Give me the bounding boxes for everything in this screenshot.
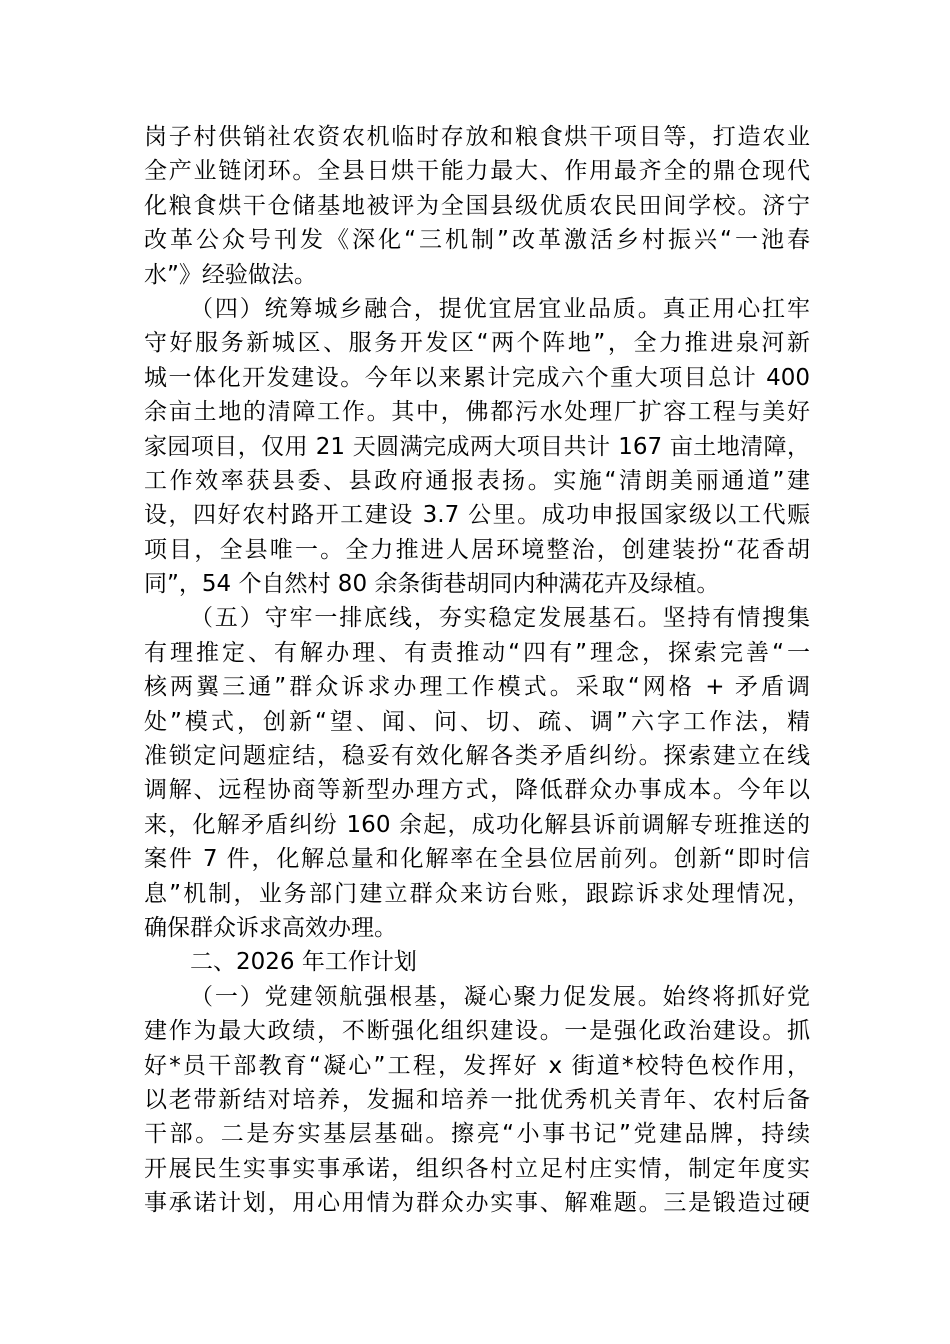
text-line: 事承诺计划，用心用情为群众办实事、解难题。三是锻造过硬 xyxy=(144,1190,810,1217)
text-line: 调解、远程协商等新型办理方式，降低群众办事成本。今年以 xyxy=(144,777,810,804)
text-line: 干部。二是夯实基层基础。擦亮“小事书记”党建品牌，持续 xyxy=(144,1121,810,1148)
text-line: 城一体化开发建设。今年以来累计完成六个重大项目总计 400 xyxy=(144,364,810,391)
text-line: 以老带新结对培养，发掘和培养一批优秀机关青年、农村后备 xyxy=(144,1086,810,1113)
text-line: 开展民生实事实事承诺，组织各村立足村庄实情，制定年度实 xyxy=(144,1155,810,1182)
text-line: 余亩土地的清障工作。其中，佛都污水处理厂扩容工程与美好 xyxy=(144,399,810,426)
text-line: 息”机制，业务部门建立群众来访台账，跟踪诉求处理情况， xyxy=(144,880,810,907)
text-line: 处”模式，创新“望、闻、问、切、疏、调”六字工作法，精 xyxy=(144,708,810,735)
text-line: （一）党建领航强根基，凝心聚力促发展。始终将抓好党 xyxy=(190,983,810,1010)
text-line: 准锁定问题症结，稳妥有效化解各类矛盾纠纷。探索建立在线 xyxy=(144,743,810,770)
text-line: 化粮食烘干仓储基地被评为全国县级优质农民田间学校。济宁 xyxy=(144,192,810,219)
text-line: 有理推定、有解办理、有责推动“四有”理念，探索完善“一 xyxy=(144,639,810,666)
text-line: 二、2026 年工作计划 xyxy=(190,949,417,976)
text-line: 家园项目，仅用 21 天圆满完成两大项目共计 167 亩土地清障， xyxy=(144,433,810,460)
text-line: 守好服务新城区、服务开发区“两个阵地”，全力推进泉河新 xyxy=(144,330,810,357)
text-line: 确保群众诉求高效办理。 xyxy=(144,914,397,941)
text-line: 项目，全县唯一。全力推进人居环境整治，创建装扮“花香胡 xyxy=(144,536,810,563)
text-line: （四）统筹城乡融合，提优宜居宜业品质。真正用心扛牢 xyxy=(190,295,810,322)
text-line: 同”，54 个自然村 80 余条街巷胡同内种满花卉及绿植。 xyxy=(144,571,720,598)
text-line: 建作为最大政绩，不断强化组织建设。一是强化政治建设。抓 xyxy=(144,1018,810,1045)
text-line: 工作效率获县委、县政府通报表扬。实施“清朗美丽通道”建 xyxy=(144,467,810,494)
text-line: 岗子村供销社农资农机临时存放和粮食烘干项目等，打造农业 xyxy=(144,124,810,150)
text-line: 改革公众号刊发《深化“三机制”改革激活乡村振兴“一池春 xyxy=(144,227,810,254)
text-line: 好*员干部教育“凝心”工程，发挥好 x 街道*校特色校作用， xyxy=(144,1052,810,1079)
document-body xyxy=(144,120,810,1221)
text-line: 设，四好农村路开工建设 3.7 公里。成功申报国家级以工代赈 xyxy=(144,502,810,529)
text-line: 核两翼三通”群众诉求办理工作模式。采取“网格 + 矛盾调 xyxy=(144,674,810,701)
text-line: 来，化解矛盾纠纷 160 余起，成功化解县诉前调解专班推送的 xyxy=(144,811,810,838)
text-line: 全产业链闭环。全县日烘干能力最大、作用最齐全的鼎仓现代 xyxy=(144,158,810,185)
text-line: 案件 7 件，化解总量和化解率在全县位居前列。创新“即时信 xyxy=(144,846,810,873)
text-line: （五）守牢一排底线，夯实稳定发展基石。坚持有情搜集 xyxy=(190,605,810,632)
text-line: 水”》经验做法。 xyxy=(144,261,317,288)
